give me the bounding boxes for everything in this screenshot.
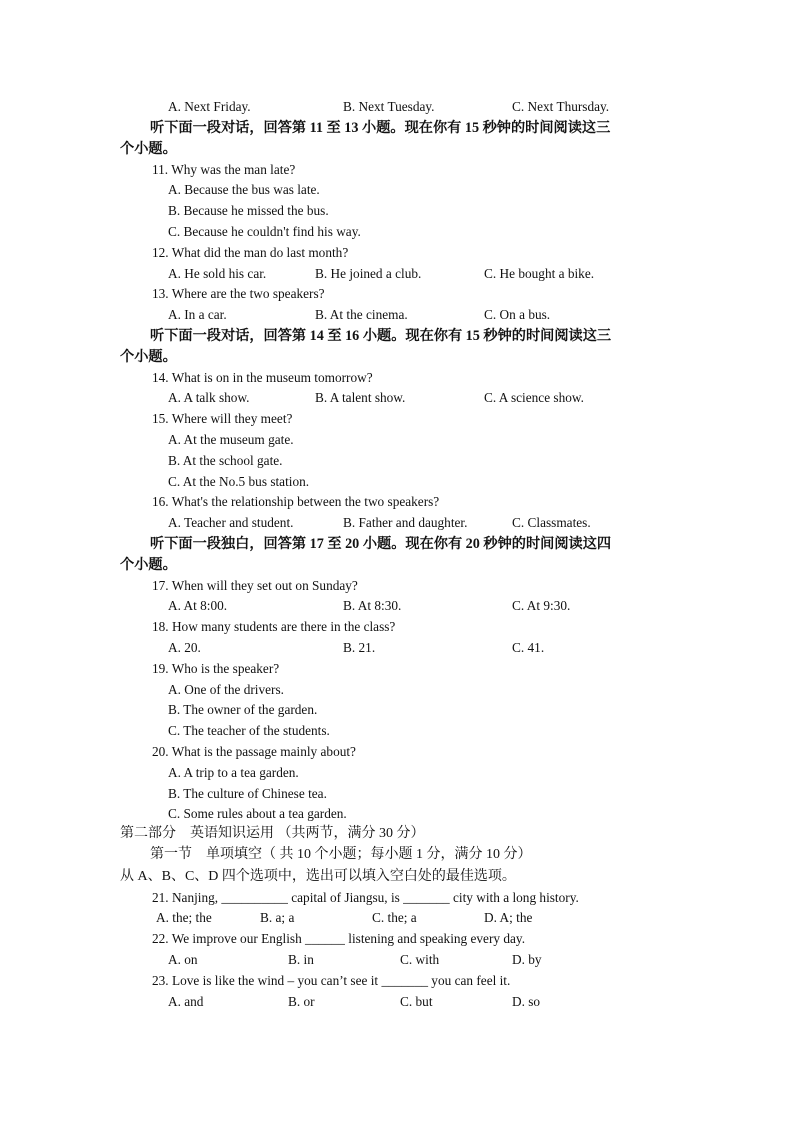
option: B. The culture of Chinese tea. [168, 786, 327, 801]
option: B. The owner of the garden. [168, 702, 318, 717]
instruction-14-16-line1: 听下面一段对话，回答第 14 至 16 小题。现在你有 15 秒钟的时间阅读这三 [150, 328, 612, 344]
option: B. He joined a club. [315, 266, 422, 281]
option: C. Classmates. [512, 515, 591, 530]
question-20: 20. What is the passage mainly about? [152, 744, 356, 759]
option: A. on [168, 952, 198, 967]
option: C. Next Thursday. [512, 99, 610, 114]
option: C. Some rules about a tea garden. [168, 806, 347, 821]
option: D. so [512, 994, 541, 1009]
question-23: 23. Love is like the wind – you can’t see it _______ you can feel it. [152, 973, 511, 988]
instruction-17-20-line2: 个小题。 [120, 557, 177, 573]
option: B. in [288, 952, 314, 967]
option: C. 41. [512, 640, 545, 655]
option: A. and [168, 994, 204, 1009]
instruction-14-16-line2: 个小题。 [120, 349, 177, 365]
option: A. At the museum gate. [168, 432, 294, 447]
option: C. Because he couldn't find his way. [168, 224, 361, 239]
question-13: 13. Where are the two speakers? [152, 286, 325, 301]
option: B. Next Tuesday. [343, 99, 435, 114]
section1-heading: 第一节 单项填空（ 共 10 个小题；每小题 1 分，满分 10 分） [150, 847, 532, 862]
option: A. the; the [156, 910, 212, 925]
option: B. Father and daughter. [343, 515, 468, 530]
option: C. A science show. [484, 390, 584, 405]
option: A. A trip to a tea garden. [168, 765, 299, 780]
section1-instruction: 从 A、B、C、D 四个选项中，选出可以填入空白处的最佳选项。 [120, 869, 516, 884]
question-12: 12. What did the man do last month? [152, 245, 349, 260]
option: A. Next Friday. [168, 99, 251, 114]
option: A. Because the bus was late. [168, 182, 320, 197]
option: C. At the No.5 bus station. [168, 474, 310, 489]
option: B. At the school gate. [168, 453, 283, 468]
option: B. or [288, 994, 315, 1009]
option: C. the; a [372, 910, 417, 925]
option: D. by [512, 952, 542, 967]
option: C. The teacher of the students. [168, 723, 330, 738]
question-21: 21. Nanjing, __________ capital of Jiangsu, is _______ city with a long history. [152, 890, 579, 905]
question-17: 17. When will they set out on Sunday? [152, 578, 358, 593]
question-15: 15. Where will they meet? [152, 411, 293, 426]
question-22: 22. We improve our English ______ listening and speaking every day. [152, 931, 526, 946]
option: B. a; a [260, 910, 295, 925]
instruction-11-13-line1: 听下面一段对话，回答第 11 至 13 小题。现在你有 15 秒钟的时间阅读这三 [150, 120, 611, 136]
option: C. At 9:30. [512, 598, 571, 613]
question-18: 18. How many students are there in the class? [152, 619, 396, 634]
option: A. At 8:00. [168, 598, 228, 613]
instruction-11-13-line2: 个小题。 [120, 141, 177, 157]
option: C. He bought a bike. [484, 266, 595, 281]
option: A. Teacher and student. [168, 515, 294, 530]
option: B. 21. [343, 640, 376, 655]
part2-heading: 第二部分 英语知识运用 （共两节，满分 30 分） [120, 826, 425, 841]
question-16: 16. What's the relationship between the two speakers? [152, 494, 440, 509]
option: D. A; the [484, 910, 533, 925]
question-14: 14. What is on in the museum tomorrow? [152, 370, 373, 385]
option: A. A talk show. [168, 390, 250, 405]
option: A. In a car. [168, 307, 227, 322]
option: B. A talent show. [315, 390, 406, 405]
question-19: 19. Who is the speaker? [152, 661, 280, 676]
option: C. On a bus. [484, 307, 551, 322]
option: B. At 8:30. [343, 598, 402, 613]
instruction-17-20-line1: 听下面一段独白，回答第 17 至 20 小题。现在你有 20 秒钟的时间阅读这四 [150, 536, 612, 552]
option: B. At the cinema. [315, 307, 408, 322]
option: A. One of the drivers. [168, 682, 284, 697]
option: B. Because he missed the bus. [168, 203, 329, 218]
option: C. with [400, 952, 440, 967]
question-11: 11. Why was the man late? [152, 162, 296, 177]
option: A. He sold his car. [168, 266, 267, 281]
option: C. but [400, 994, 433, 1009]
option: A. 20. [168, 640, 201, 655]
